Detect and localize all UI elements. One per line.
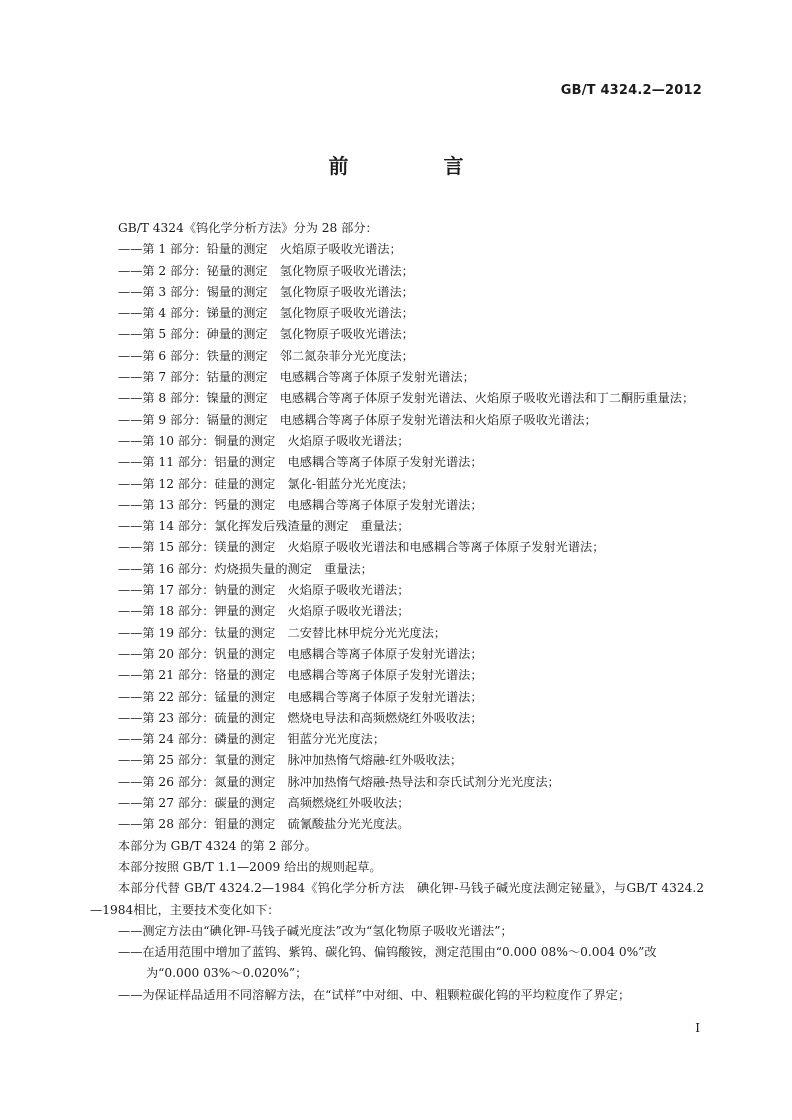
part-item: ——第 12 部分：硅量的测定 氯化-钼蓝分光光度法； xyxy=(118,476,414,491)
part-item: ——第 5 部分：砷量的测定 氢化物原子吸收光谱法； xyxy=(118,327,414,342)
standard-number: GB/T 4324.2—2012 xyxy=(560,83,702,98)
part-item: ——第 9 部分：镉量的测定 电感耦合等离子体原子发射光谱法和火焰原子吸收光谱法； xyxy=(118,412,597,427)
part-item: ——第 3 部分：锡量的测定 氢化物原子吸收光谱法； xyxy=(118,284,414,299)
part-item: ——第 2 部分：铋量的测定 氢化物原子吸收光谱法； xyxy=(118,263,414,278)
part-item: ——第 14 部分：氯化挥发后残渣量的测定 重量法； xyxy=(118,519,410,534)
part-item: ——第 11 部分：铝量的测定 电感耦合等离子体原子发射光谱法； xyxy=(118,455,483,470)
part-item: ——第 18 部分：钾量的测定 火焰原子吸收光谱法； xyxy=(118,604,410,619)
replaces-paragraph: 本部分代替 GB/T 4324.2—1984《钨化学分析方法 碘化钾-马钱子碱光度法测定铋量》，与GB/T 4324.2—1984相比，主要技术变化如下： xyxy=(90,881,704,917)
document-body xyxy=(90,218,704,1006)
drafting-paragraph: 本部分按照 GB/T 1.1—2009 给出的规则起草。 xyxy=(118,859,382,874)
part-item: ——第 21 部分：铬量的测定 电感耦合等离子体原子发射光谱法； xyxy=(118,668,483,683)
part-item: ——第 15 部分：镁量的测定 火焰原子吸收光谱法和电感耦合等离子体原子发射光谱法； xyxy=(118,540,605,555)
change-item: ——测定方法由“碘化钾-马钱子碱光度法”改为“氢化物原子吸收光谱法”； xyxy=(118,923,513,938)
part-item: ——第 22 部分：锰量的测定 电感耦合等离子体原子发射光谱法； xyxy=(118,689,483,704)
part-item: ——第 1 部分：铅量的测定 火焰原子吸收光谱法； xyxy=(118,242,402,257)
part-item: ——第 4 部分：锑量的测定 氢化物原子吸收光谱法； xyxy=(118,306,414,321)
part-item: ——第 26 部分：氮量的测定 脉冲加热惰气熔融-热导法和奈氏试剂分光光度法； xyxy=(118,774,560,789)
part-item: ——第 8 部分：镍量的测定 电感耦合等离子体原子发射光谱法、火焰原子吸收光谱法和丁二酮肟重量法； xyxy=(118,391,695,406)
part-item: ——第 17 部分：钠量的测定 火焰原子吸收光谱法； xyxy=(118,583,410,598)
part-item: ——第 6 部分：铁量的测定 邻二氮杂菲分光光度法； xyxy=(118,348,414,363)
part-item: ——第 25 部分：氧量的测定 脉冲加热惰气熔融-红外吸收法； xyxy=(118,753,463,768)
intro-paragraph: GB/T 4324《钨化学分析方法》分为 28 部分： xyxy=(118,221,378,235)
change-item: ——在适用范围中增加了蓝钨、紫钨、碳化钨、偏钨酸铵，测定范围由“0.000 08%～0.004 0%”改为“0.000 03%～0.020%”； xyxy=(118,945,657,981)
part-item: ——第 7 部分：钴量的测定 电感耦合等离子体原子发射光谱法； xyxy=(118,370,475,385)
part-item: ——第 28 部分：钼量的测定 硫氰酸盐分光光度法。 xyxy=(118,817,410,832)
page-title: 前 言 xyxy=(328,154,508,178)
part-item: ——第 27 部分：碳量的测定 高频燃烧红外吸收法； xyxy=(118,796,410,811)
change-item: ——为保证样品适用不同溶解方法，在“试样”中对细、中、粗颗粒碳化钨的平均粒度作了界定； xyxy=(118,987,631,1002)
page-number: I xyxy=(695,1021,700,1035)
part-item: ——第 13 部分：钙量的测定 电感耦合等离子体原子发射光谱法； xyxy=(118,497,483,512)
part-item: ——第 10 部分：铜量的测定 火焰原子吸收光谱法； xyxy=(118,433,410,448)
part-item: ——第 24 部分：磷量的测定 钼蓝分光光度法； xyxy=(118,732,386,747)
part-item: ——第 20 部分：钒量的测定 电感耦合等离子体原子发射光谱法； xyxy=(118,646,483,661)
part-item: ——第 19 部分：钛量的测定 二安替比林甲烷分光光度法； xyxy=(118,625,446,640)
part-of-paragraph: 本部分为 GB/T 4324 的第 2 部分。 xyxy=(118,838,317,853)
part-item: ——第 23 部分：硫量的测定 燃烧电导法和高频燃烧红外吸收法； xyxy=(118,710,483,725)
part-item: ——第 16 部分：灼烧损失量的测定 重量法； xyxy=(118,561,373,576)
